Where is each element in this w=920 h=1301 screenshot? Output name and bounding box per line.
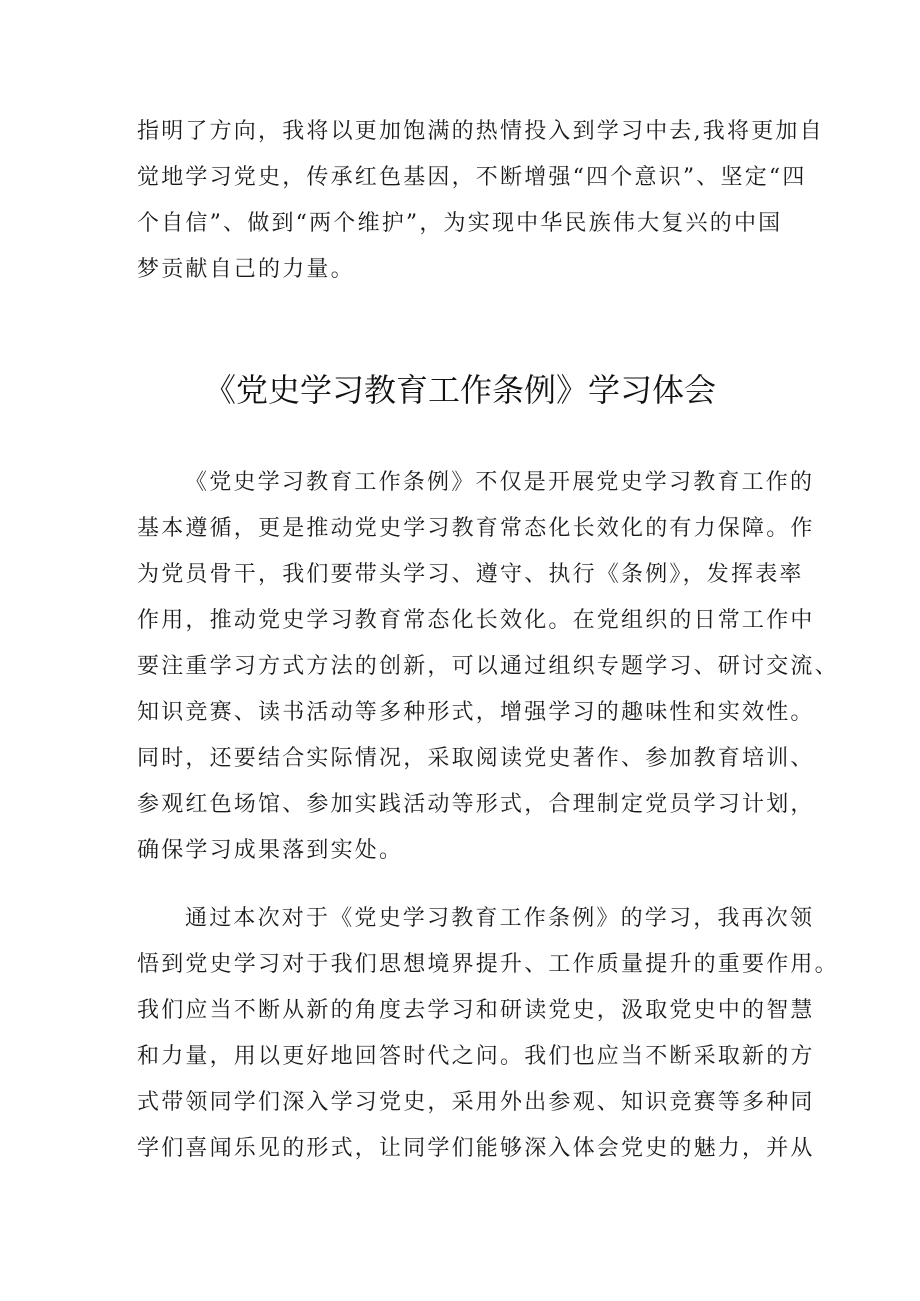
continuation-line: 指明了方向，我将以更加饱满的热情投入到学习中去,我将更加自 bbox=[137, 119, 824, 144]
continuation-line: 觉地学习党史，传承红色基因，不断增强“四个意识”、坚定“四 bbox=[137, 165, 807, 190]
paragraph-line: 参观红色场馆、参加实践活动等形式，合理制定党员学习计划， bbox=[137, 792, 815, 817]
paragraph-line: 同时，还要结合实际情况，采取阅读党史著作、参加教育培训、 bbox=[137, 746, 815, 771]
paragraph-line: 知识竞赛、读书活动等多种形式，增强学习的趣味性和实效性。 bbox=[137, 700, 815, 725]
document-title: 《党史学习教育工作条例》学习体会 bbox=[203, 371, 716, 409]
continuation-line: 梦贡献自己的力量。 bbox=[137, 257, 355, 282]
paragraph-line: 悟到党史学习对于我们思想境界提升、工作质量提升的重要作用。 bbox=[137, 952, 839, 977]
paragraph-line: 《党史学习教育工作条例》不仅是开展党史学习教育工作的 bbox=[185, 470, 815, 495]
paragraph-line: 作用，推动党史学习教育常态化长效化。在党组织的日常工作中 bbox=[137, 608, 815, 633]
paragraph-line: 和力量，用以更好地回答时代之问。我们也应当不断采取新的方 bbox=[137, 1044, 815, 1069]
paragraph-line: 要注重学习方式方法的创新，可以通过组织专题学习、研讨交流、 bbox=[137, 654, 839, 679]
paragraph-line: 基本遵循，更是推动党史学习教育常态化长效化的有力保障。作 bbox=[137, 516, 815, 541]
paragraph-line: 通过本次对于《党史学习教育工作条例》的学习，我再次领 bbox=[185, 906, 815, 931]
paragraph-line: 为党员骨干，我们要带头学习、遵守、执行《条例》，发挥表率 bbox=[137, 562, 804, 587]
paragraph-line: 学们喜闻乐见的形式，让同学们能够深入体会党史的魅力，并从 bbox=[137, 1136, 815, 1161]
paragraph-line: 我们应当不断从新的角度去学习和研读党史，汲取党史中的智慧 bbox=[137, 998, 815, 1023]
continuation-line: 个自信”、做到“两个维护”，为实现中华民族伟大复兴的中国 bbox=[137, 211, 783, 236]
paragraph-line: 式带领同学们深入学习党史，采用外出参观、知识竞赛等多种同 bbox=[137, 1090, 815, 1115]
paragraph-line: 确保学习成果落到实处。 bbox=[137, 838, 404, 863]
